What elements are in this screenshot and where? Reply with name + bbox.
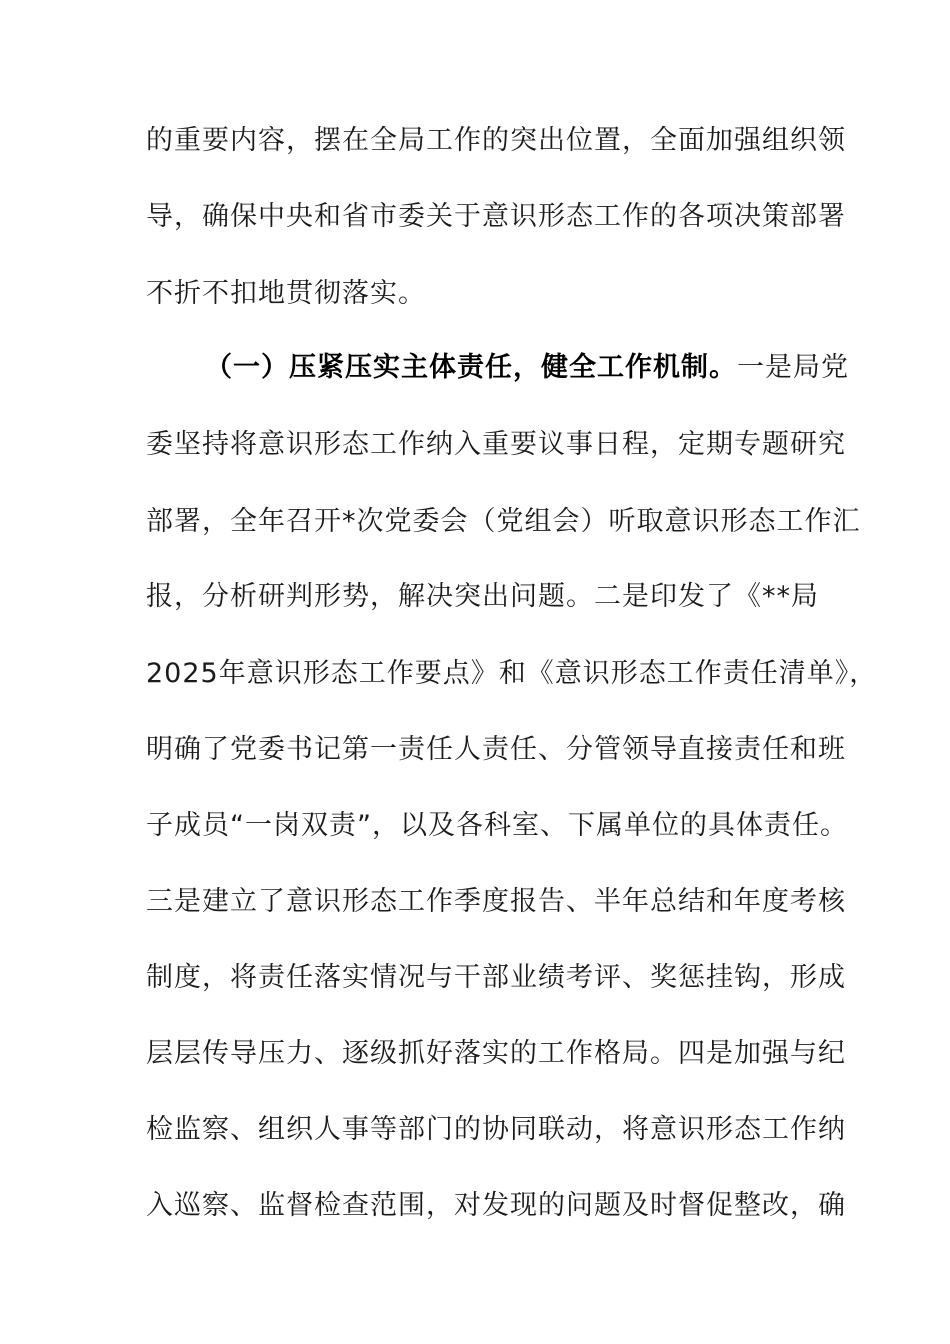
section-heading: （一）压紧压实主体责任，健全工作机制。 — [205, 352, 737, 383]
body-text-line: 三是建立了意识形态工作季度报告、半年总结和年度考核 — [146, 886, 846, 917]
body-text-line: 不折不扣地贯彻落实。 — [146, 278, 426, 309]
body-text-line: 的重要内容，摆在全局工作的突出位置，全面加强组织领 — [146, 125, 846, 156]
body-text-line: 明确了党委书记第一责任人责任、分管领导直接责任和班 — [146, 734, 846, 765]
body-text-line: 2025年意识形态工作要点》和《意识形态工作责任清单》， — [146, 658, 878, 689]
body-text-line: 检监察、组织人事等部门的协同联动，将意识形态工作纳 — [146, 1114, 846, 1145]
body-text-fragment: 一是局党 — [737, 352, 849, 383]
section-heading-line — [205, 351, 849, 385]
body-text-line: 部署，全年召开*次党委会（党组会）听取意识形态工作汇 — [146, 506, 861, 537]
body-text-line: 制度，将责任落实情况与干部业绩考评、奖惩挂钩，形成 — [146, 962, 846, 993]
body-text-line: 子成员“一岗双责”，以及各科室、下属单位的具体责任。 — [146, 810, 848, 841]
body-text-line: 导，确保中央和省市委关于意识形态工作的各项决策部署 — [146, 201, 846, 232]
body-text-line: 入巡察、监督检查范围，对发现的问题及时督促整改，确 — [146, 1190, 846, 1221]
body-text-line: 层层传导压力、逐级抓好落实的工作格局。四是加强与纪 — [146, 1038, 846, 1069]
body-text-line: 委坚持将意识形态工作纳入重要议事日程，定期专题研究 — [146, 429, 846, 460]
body-text-line: 报，分析研判形势，解决突出问题。二是印发了《**局 — [146, 581, 819, 612]
